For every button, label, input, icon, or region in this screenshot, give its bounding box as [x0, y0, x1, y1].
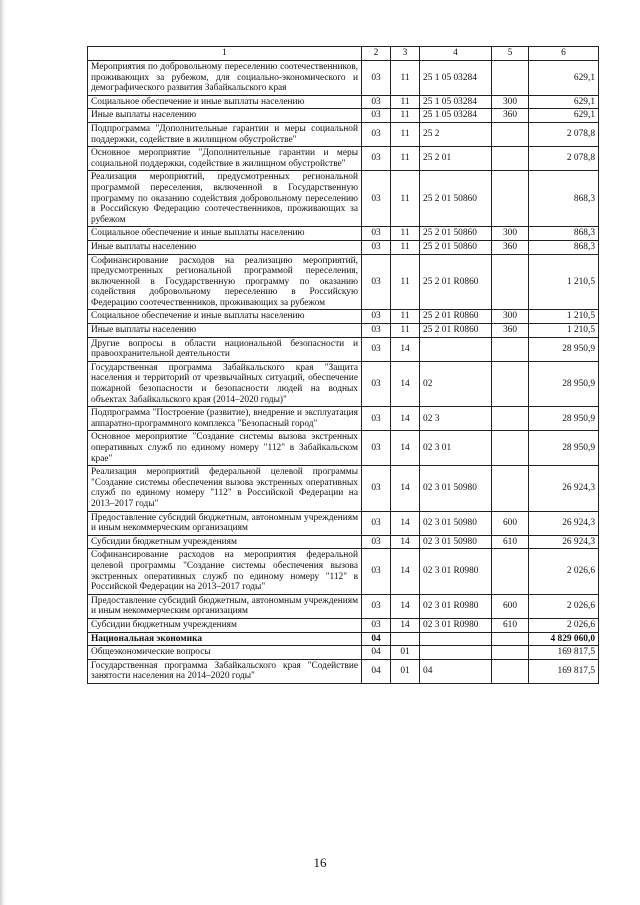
cell-section: 04 — [362, 632, 391, 646]
cell-subsection: 11 — [391, 95, 420, 109]
cell-name: Софинансирование расходов на мероприятия федеральной целевой программы "Создание системы обеспечения вызова экстренных оперативных служб по единому номеру "112" в Российской Федерации на 2013–2017 годы" — [88, 549, 362, 594]
header-expense-type: 5 — [492, 47, 529, 61]
cell-target-article: 02 3 01 — [420, 431, 492, 466]
cell-expense-type — [492, 254, 529, 310]
cell-name: Предоставление субсидий бюджетным, автономным учреждениям и иным некоммерческим организациям — [88, 594, 362, 618]
cell-expense-type: 300 — [492, 95, 529, 109]
cell-subsection: 11 — [391, 227, 420, 241]
cell-expense-type — [492, 147, 529, 171]
cell-expense-type — [492, 337, 529, 361]
cell-section: 03 — [362, 171, 391, 227]
cell-section: 03 — [362, 147, 391, 171]
page-edge-shadow — [0, 0, 6, 905]
cell-subsection: 14 — [391, 618, 420, 632]
cell-expense-type: 360 — [492, 324, 529, 338]
cell-section: 03 — [362, 361, 391, 406]
header-amount: 6 — [529, 47, 599, 61]
table-row — [88, 240, 599, 254]
table-row — [88, 511, 599, 535]
cell-section: 03 — [362, 549, 391, 594]
cell-target-article: 02 3 01 50980 — [420, 535, 492, 549]
cell-subsection: 11 — [391, 254, 420, 310]
cell-name: Реализация мероприятий федеральной целевой программы "Создание системы обеспечения вызова экстренных оперативных служб по единому номеру "112" в Российской Федерации на 2013–2017 годы" — [88, 466, 362, 511]
page-number: 16 — [313, 855, 327, 870]
cell-subsection: 11 — [391, 310, 420, 324]
cell-expense-type: 600 — [492, 511, 529, 535]
table-row — [88, 310, 599, 324]
cell-section: 03 — [362, 407, 391, 431]
cell-name: Национальная экономика — [88, 632, 362, 646]
cell-expense-type — [492, 171, 529, 227]
cell-name: Реализация мероприятий, предусмотренных региональной программой переселения, включенной в Государственную программу по оказанию содействия добровольному переселению в Российскую Федерацию соотечественников, проживающих за рубежом — [88, 171, 362, 227]
cell-subsection: 14 — [391, 361, 420, 406]
cell-name: Основное мероприятие "Дополнительные гарантии и меры социальной поддержки, содействие в жилищном обустройстве" — [88, 147, 362, 171]
cell-subsection: 14 — [391, 337, 420, 361]
cell-name: Субсидии бюджетным учреждениям — [88, 618, 362, 632]
table-row — [88, 361, 599, 406]
header-subsection: 3 — [391, 47, 420, 61]
cell-subsection: 14 — [391, 535, 420, 549]
cell-expense-type — [492, 549, 529, 594]
cell-amount: 2 078,8 — [529, 122, 599, 146]
cell-name: Субсидии бюджетным учреждениям — [88, 535, 362, 549]
cell-target-article: 02 3 01 R0980 — [420, 594, 492, 618]
cell-amount: 629,1 — [529, 95, 599, 109]
table-row — [88, 122, 599, 146]
cell-target-article: 02 3 — [420, 407, 492, 431]
cell-section: 03 — [362, 240, 391, 254]
header-name: 1 — [88, 47, 362, 61]
cell-amount: 169 817,5 — [529, 659, 599, 683]
cell-target-article: 25 2 01 50860 — [420, 171, 492, 227]
table-row — [88, 632, 599, 646]
cell-name: Софинансирование расходов на реализацию мероприятий, предусмотренных региональной программой переселения, включенной в Государственную программу по оказанию содействия добровольному переселению в Российскую Федерацию соотечественников, проживающих за рубежом — [88, 254, 362, 310]
cell-expense-type — [492, 632, 529, 646]
cell-target-article: 25 2 — [420, 122, 492, 146]
cell-name: Мероприятия по добровольному переселению соотечественников, проживающих за рубежом, для социально-экономического и демографического развития Забайкальского края — [88, 61, 362, 96]
table-row — [88, 337, 599, 361]
cell-target-article: 02 — [420, 361, 492, 406]
cell-target-article — [420, 337, 492, 361]
cell-section: 03 — [362, 337, 391, 361]
cell-section: 03 — [362, 122, 391, 146]
cell-subsection: 14 — [391, 594, 420, 618]
cell-amount: 1 210,5 — [529, 324, 599, 338]
cell-subsection: 01 — [391, 646, 420, 660]
table-row — [88, 618, 599, 632]
cell-section: 03 — [362, 254, 391, 310]
table-row — [88, 147, 599, 171]
cell-expense-type: 360 — [492, 240, 529, 254]
cell-subsection: 11 — [391, 240, 420, 254]
cell-target-article: 02 3 01 50980 — [420, 511, 492, 535]
cell-section: 03 — [362, 61, 391, 96]
table-row — [88, 61, 599, 96]
table-row — [88, 254, 599, 310]
table-row — [88, 171, 599, 227]
cell-subsection: 14 — [391, 466, 420, 511]
cell-target-article: 02 3 01 50980 — [420, 466, 492, 511]
table-row — [88, 646, 599, 660]
cell-expense-type — [492, 431, 529, 466]
cell-target-article: 02 3 01 R0980 — [420, 549, 492, 594]
cell-target-article: 25 2 01 50860 — [420, 227, 492, 241]
cell-section: 03 — [362, 511, 391, 535]
cell-expense-type: 300 — [492, 310, 529, 324]
cell-amount: 868,3 — [529, 171, 599, 227]
header-section: 2 — [362, 47, 391, 61]
cell-amount: 1 210,5 — [529, 310, 599, 324]
cell-expense-type — [492, 122, 529, 146]
cell-amount: 26 924,3 — [529, 466, 599, 511]
table-row — [88, 95, 599, 109]
cell-subsection: 14 — [391, 549, 420, 594]
cell-amount: 2 078,8 — [529, 147, 599, 171]
cell-expense-type — [492, 361, 529, 406]
table-row — [88, 227, 599, 241]
cell-subsection: 11 — [391, 171, 420, 227]
cell-target-article: 25 2 01 R0860 — [420, 310, 492, 324]
cell-amount: 28 950,9 — [529, 337, 599, 361]
cell-target-article: 25 1 05 03284 — [420, 61, 492, 96]
cell-section: 03 — [362, 95, 391, 109]
cell-amount: 629,1 — [529, 109, 599, 123]
cell-expense-type: 360 — [492, 109, 529, 123]
cell-section: 03 — [362, 594, 391, 618]
cell-name: Иные выплаты населению — [88, 240, 362, 254]
cell-section: 03 — [362, 618, 391, 632]
cell-section: 03 — [362, 466, 391, 511]
cell-amount: 26 924,3 — [529, 535, 599, 549]
cell-name: Другие вопросы в области национальной безопасности и правоохранительной деятельности — [88, 337, 362, 361]
cell-name: Социальное обеспечение и иные выплаты населению — [88, 95, 362, 109]
cell-section: 03 — [362, 431, 391, 466]
cell-section: 03 — [362, 535, 391, 549]
cell-name: Общеэкономические вопросы — [88, 646, 362, 660]
header-target-article: 4 — [420, 47, 492, 61]
cell-name: Подпрограмма "Построение (развитие), внедрение и эксплуатация аппаратно-программного комплекса "Безопасный город" — [88, 407, 362, 431]
cell-name: Предоставление субсидий бюджетным, автономным учреждениям и иным некоммерческим организациям — [88, 511, 362, 535]
cell-section: 04 — [362, 646, 391, 660]
cell-amount: 2 026,6 — [529, 618, 599, 632]
cell-subsection: 11 — [391, 324, 420, 338]
cell-name: Иные выплаты населению — [88, 324, 362, 338]
cell-subsection — [391, 632, 420, 646]
cell-target-article: 02 3 01 R0980 — [420, 618, 492, 632]
table-header-row — [88, 47, 599, 61]
cell-target-article: 25 2 01 R0860 — [420, 254, 492, 310]
cell-section: 03 — [362, 310, 391, 324]
cell-subsection: 11 — [391, 61, 420, 96]
cell-amount: 169 817,5 — [529, 646, 599, 660]
budget-table — [87, 46, 599, 684]
cell-amount: 868,3 — [529, 240, 599, 254]
cell-name: Социальное обеспечение и иные выплаты населению — [88, 310, 362, 324]
cell-amount: 1 210,5 — [529, 254, 599, 310]
cell-expense-type: 610 — [492, 535, 529, 549]
cell-subsection: 11 — [391, 109, 420, 123]
cell-expense-type — [492, 466, 529, 511]
cell-subsection: 14 — [391, 407, 420, 431]
table-row — [88, 324, 599, 338]
table-row — [88, 431, 599, 466]
cell-subsection: 11 — [391, 122, 420, 146]
cell-target-article — [420, 632, 492, 646]
cell-target-article — [420, 646, 492, 660]
table-row — [88, 549, 599, 594]
cell-subsection: 11 — [391, 147, 420, 171]
cell-amount: 28 950,9 — [529, 361, 599, 406]
cell-expense-type: 600 — [492, 594, 529, 618]
cell-expense-type — [492, 61, 529, 96]
cell-section: 04 — [362, 659, 391, 683]
cell-expense-type: 300 — [492, 227, 529, 241]
cell-name: Государственная программа Забайкальского края "Защита населения и территорий от чрезвычайных ситуаций, обеспечение пожарной безопасности и безопасности людей на водных объектах Забайкальского края (2014–2020 годы)" — [88, 361, 362, 406]
cell-target-article: 25 1 05 03284 — [420, 109, 492, 123]
cell-name: Подпрограмма "Дополнительные гарантии и меры социальной поддержки, содействие в жилищном обустройстве" — [88, 122, 362, 146]
cell-target-article: 25 1 05 03284 — [420, 95, 492, 109]
cell-subsection: 14 — [391, 511, 420, 535]
table-row — [88, 535, 599, 549]
cell-amount: 4 829 060,0 — [529, 632, 599, 646]
table-body — [88, 61, 599, 684]
cell-amount: 629,1 — [529, 61, 599, 96]
cell-section: 03 — [362, 109, 391, 123]
cell-name: Иные выплаты населению — [88, 109, 362, 123]
cell-name: Социальное обеспечение и иные выплаты населению — [88, 227, 362, 241]
cell-subsection: 14 — [391, 431, 420, 466]
cell-expense-type: 610 — [492, 618, 529, 632]
cell-amount: 2 026,6 — [529, 549, 599, 594]
cell-target-article: 25 2 01 R0860 — [420, 324, 492, 338]
cell-target-article: 04 — [420, 659, 492, 683]
cell-name: Основное мероприятие "Создание системы вызова экстренных оперативных служб по единому номеру "112" в Забайкальском крае" — [88, 431, 362, 466]
cell-expense-type — [492, 407, 529, 431]
table-row — [88, 109, 599, 123]
cell-target-article: 25 2 01 — [420, 147, 492, 171]
cell-amount: 28 950,9 — [529, 431, 599, 466]
table-row — [88, 594, 599, 618]
cell-name: Государственная программа Забайкальского края "Содействие занятости населения на 2014–2020 годы" — [88, 659, 362, 683]
cell-expense-type — [492, 659, 529, 683]
cell-amount: 2 026,6 — [529, 594, 599, 618]
table-row — [88, 466, 599, 511]
cell-section: 03 — [362, 227, 391, 241]
table-row — [88, 659, 599, 683]
cell-target-article: 25 2 01 50860 — [420, 240, 492, 254]
cell-expense-type — [492, 646, 529, 660]
table-row — [88, 407, 599, 431]
cell-amount: 28 950,9 — [529, 407, 599, 431]
cell-subsection: 01 — [391, 659, 420, 683]
cell-amount: 868,3 — [529, 227, 599, 241]
cell-amount: 26 924,3 — [529, 511, 599, 535]
cell-section: 03 — [362, 324, 391, 338]
